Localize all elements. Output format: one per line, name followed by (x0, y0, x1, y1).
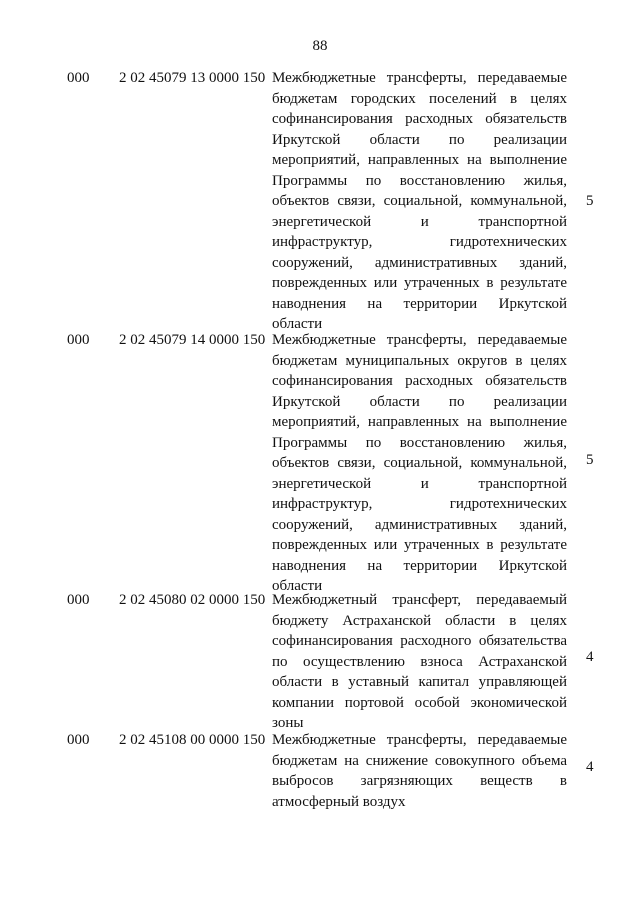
description-line: объектов связи, социальной, коммунальной, (272, 455, 567, 471)
row-description (272, 68, 567, 335)
description-line: инфраструктур, гидротехнических (272, 234, 567, 250)
description-line: атмосферный воздух (272, 793, 406, 810)
description-line: софинансирования расходных обязательств (272, 111, 567, 127)
admin-code: 000 (67, 332, 90, 348)
row-description (272, 730, 567, 812)
description-line: софинансирования расходного обязательства (272, 633, 567, 649)
description-line: области (272, 578, 323, 594)
description-line: мероприятий, направленных на выполнение (272, 152, 567, 168)
description-line: Программы по восстановлению жилья, (272, 172, 567, 189)
description-line: софинансирования расходных обязательств (272, 373, 567, 389)
description-line: инфраструктур, гидротехнических (272, 496, 567, 512)
page-number: 88 (312, 38, 328, 54)
description-line: наводнения на территории Иркутской (272, 295, 567, 312)
description-line: Межбюджетный трансферт, передаваемый (272, 592, 567, 608)
description-line: сооружений, административных зданий, (272, 254, 567, 271)
budget-classification-code: 2 02 45108 00 0000 150 (119, 732, 266, 748)
description-line: наводнения на территории Иркутской (272, 557, 567, 574)
description-line: поврежденных или утраченных в результате (272, 275, 567, 291)
description-line: Иркутской области по реализации (272, 131, 567, 148)
row-description (272, 330, 567, 597)
description-line: бюджету Астраханской области в целях (272, 612, 567, 629)
description-line: объектов связи, социальной, коммунальной, (272, 193, 567, 209)
description-line: бюджетам на снижение совокупного объема (272, 752, 567, 769)
row-description (272, 590, 567, 734)
description-line: энергетической и транспортной (272, 213, 567, 230)
budget-classification-code: 2 02 45079 14 0000 150 (119, 332, 266, 348)
description-line: бюджетам муниципальных округов в целях (272, 352, 567, 369)
admin-code: 000 (67, 732, 90, 748)
budget-classification-code: 2 02 45079 13 0000 150 (119, 70, 266, 86)
description-line: Межбюджетные трансферты, передаваемые (272, 332, 567, 348)
description-line: Иркутской области по реализации (272, 393, 567, 410)
group-number: 4 (586, 649, 594, 665)
group-number: 5 (586, 452, 594, 468)
description-line: Межбюджетные трансферты, передаваемые (272, 70, 567, 86)
description-line: выбросов загрязняющих веществ в (272, 773, 567, 789)
description-line: мероприятий, направленных на выполнение (272, 414, 567, 430)
description-line: энергетической и транспортной (272, 475, 567, 492)
description-line: бюджетам городских поселений в целях (272, 90, 567, 107)
description-line: области (272, 316, 323, 332)
description-line: сооружений, административных зданий, (272, 516, 567, 533)
description-line: поврежденных или утраченных в результате (272, 537, 567, 553)
admin-code: 000 (67, 70, 90, 86)
group-number: 5 (586, 193, 594, 209)
description-line: компании портовой особой экономической (272, 694, 567, 711)
description-line: по осуществлению взноса Астраханской (272, 653, 567, 670)
description-line: Программы по восстановлению жилья, (272, 434, 567, 451)
description-line: Межбюджетные трансферты, передаваемые (272, 732, 567, 748)
description-line: зоны (272, 715, 304, 731)
admin-code: 000 (67, 592, 90, 608)
description-line: области в уставный капитал управляющей (272, 674, 567, 690)
group-number: 4 (586, 759, 594, 775)
budget-classification-code: 2 02 45080 02 0000 150 (119, 592, 266, 608)
